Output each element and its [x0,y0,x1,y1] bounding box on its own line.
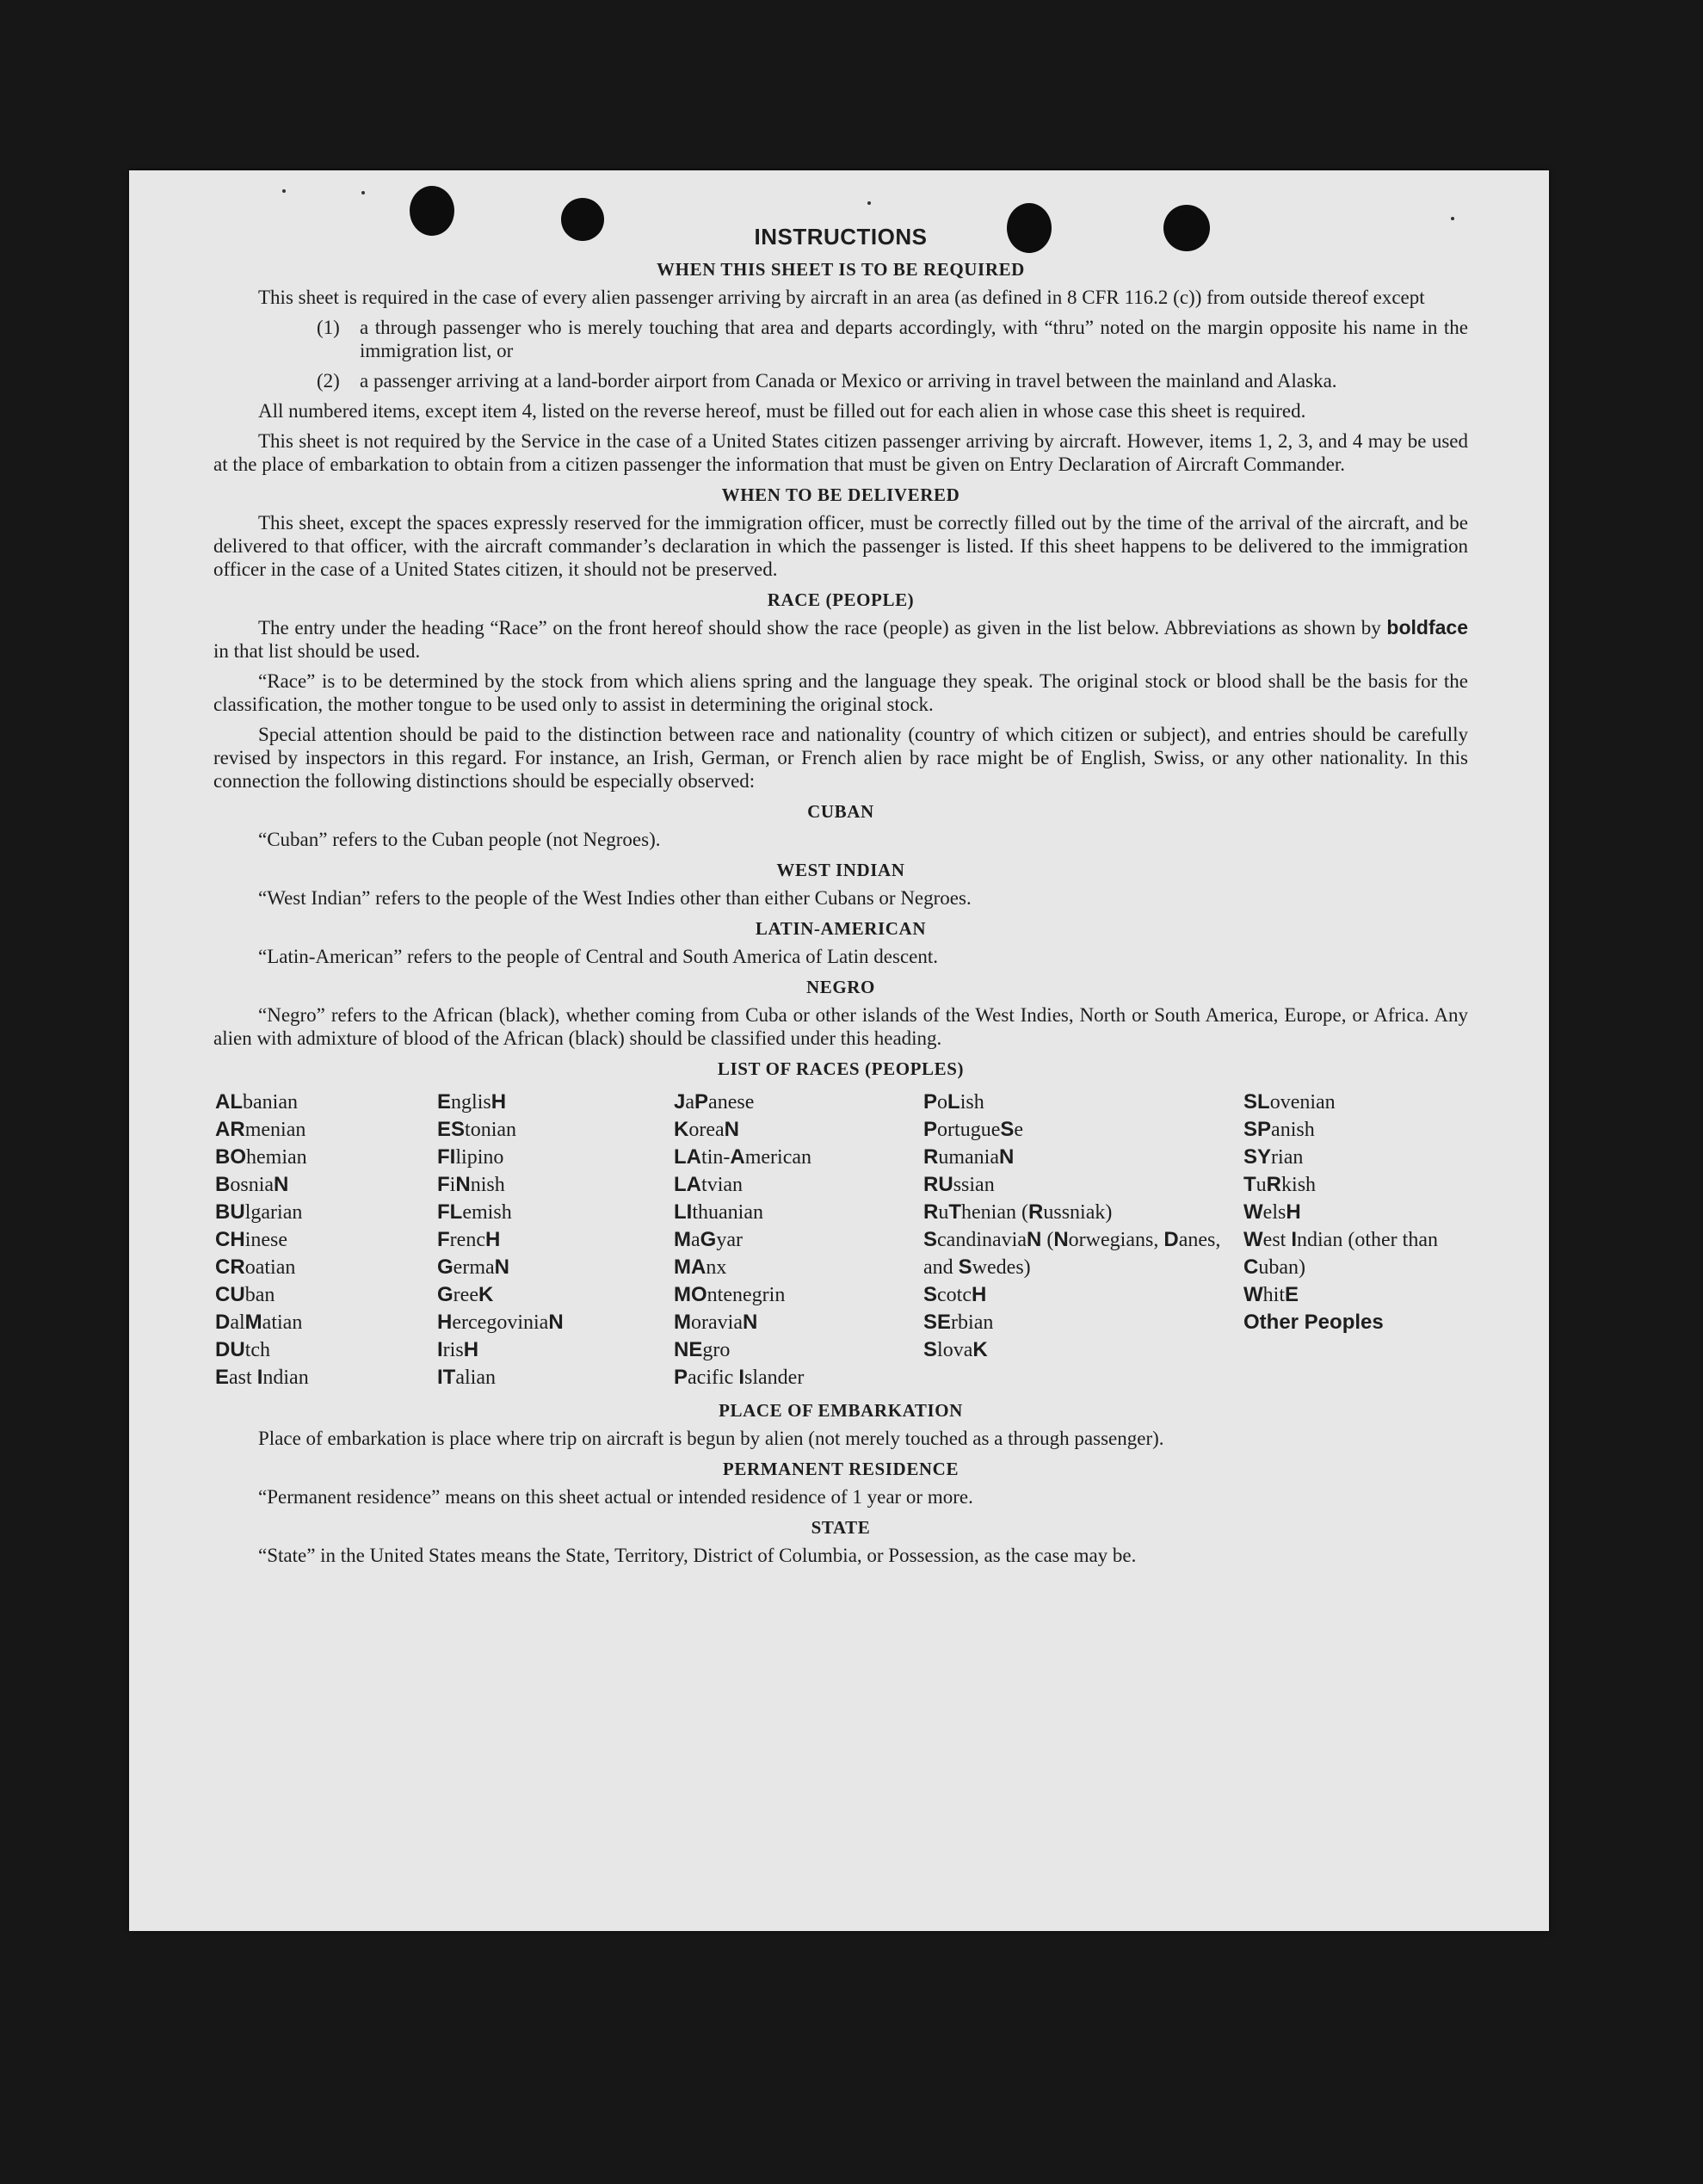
race-entry: EStonian [437,1118,517,1141]
race-entry: KoreaN [674,1118,739,1141]
paragraph [213,616,1468,663]
page-title: INSTRUCTIONS [754,224,928,250]
race-entry: DUtch [215,1338,271,1361]
race-entry: FLemish [437,1200,512,1224]
paragraph: All numbered items, except item 4, listed on the reverse hereof, must be filled out for each alien in whose case this sheet is required. [258,400,1306,422]
race-entry: LIthuanian [674,1200,763,1224]
races-column [1243,1089,1467,1391]
section-heading: WHEN TO BE DELIVERED [721,484,960,505]
race-entry: PortugueSe [923,1118,1024,1141]
race-entry: SLovenian [1243,1090,1336,1114]
race-entry: BOhemian [215,1145,307,1169]
race-entry: BUlgarian [215,1200,303,1224]
race-entry: SYrian [1243,1145,1304,1169]
race-entry: ScandinaviaN (Norwegians, Danes, and Swedes) [923,1228,1221,1279]
race-entry: FIlipino [437,1145,504,1169]
races-list [215,1089,1468,1391]
instructions-content [213,224,1468,1574]
race-entry: FiNnish [437,1173,505,1196]
paper-speck [1451,217,1454,220]
race-entry: EnglisH [437,1090,507,1114]
paragraph: This sheet is not required by the Service in the case of a United States citizen passenger arriving by aircraft. However, items 1, 2, 3, and 4 may be used at the place of embarkation to obtain from a citizen passenger the information that must be given on Entry Declaration of Aircraft Commander. [213,430,1468,475]
race-entry: NEgro [674,1338,731,1361]
text-run: The entry under the heading “Race” on the front hereof should show the race (people) as given in the list below. Abbreviations as shown by [258,617,1387,639]
item-number: (1) [317,317,340,338]
race-entry: LAtvian [674,1173,744,1196]
item-text: a passenger arriving at a land-border airport from Canada or Mexico or arriving in travel between the mainland and Alaska. [360,370,1337,392]
list-item [317,369,1468,392]
race-entry: BosniaN [215,1173,289,1196]
paper-speck [361,191,365,194]
race-entry: ITalian [437,1366,496,1389]
section-heading: RACE (PEOPLE) [767,589,915,610]
races-column [923,1089,1243,1391]
section-heading: WEST INDIAN [776,860,905,880]
section-heading: WHEN THIS SHEET IS TO BE REQUIRED [657,259,1025,280]
race-entry: East Indian [215,1366,309,1389]
paragraph: Special attention should be paid to the distinction between race and nationality (country of which citizen or subject), and entries should be carefully revised by inspectors in this regard. For instance, an Irish, German, or French alien by race might be of English, Swiss, or any other nationality. In this connection the following distinctions should be especially observed: [213,724,1468,792]
race-entry: GermaN [437,1255,509,1279]
race-entry: MAnx [674,1255,727,1279]
race-entry: Pacific Islander [674,1366,805,1389]
race-entry: LAtin-American [674,1145,812,1169]
races-column [674,1089,923,1391]
paragraph: “Negro” refers to the African (black), whether coming from Cuba or other islands of the West Indies, North or South America, Europe, or Africa. Any alien with admixture of blood of the African (black) should be classified under this heading. [213,1004,1468,1049]
section-heading: CUBAN [807,801,874,822]
races-column [215,1089,437,1391]
race-entry: ARmenian [215,1118,306,1141]
paragraph: This sheet is required in the case of every alien passenger arriving by aircraft in an area (as defined in 8 CFR 116.2 (c)) from outside thereof except [258,287,1425,308]
races-column [437,1089,674,1391]
paragraph: “State” in the United States means the State, Territory, District of Columbia, or Possession, as the case may be. [258,1545,1137,1566]
race-entry: RUssian [923,1173,995,1196]
item-text: a through passenger who is merely touching that area and departs accordingly, with “thru” noted on the margin opposite his name in the immigration list, or [360,317,1468,361]
paragraph: This sheet, except the spaces expressly reserved for the immigration officer, must be correctly filled out by the time of the arrival of the aircraft, and be delivered to that officer, with the aircraft commander’s declaration in which the passenger is listed. If this sheet happens to be delivered to the immigration officer in the case of a United States citizen, it should not be preserved. [213,512,1468,580]
race-entry: RumaniaN [923,1145,1015,1169]
race-entry: GreeK [437,1283,494,1306]
race-entry: WelsH [1243,1200,1301,1224]
paragraph: Place of embarkation is place where trip on aircraft is begun by alien (not merely touched as a through passenger). [258,1428,1164,1449]
document-sheet [129,170,1549,1931]
race-entry: WhitE [1243,1283,1299,1306]
race-entry: HercegoviniaN [437,1311,564,1334]
paragraph: “Permanent residence” means on this sheet actual or intended residence of 1 year or more. [258,1486,973,1508]
race-entry: West Indian (other than Cuban) [1243,1228,1438,1279]
race-entry: SPanish [1243,1118,1315,1141]
list-item [317,316,1468,362]
race-entry: JaPanese [674,1090,755,1114]
race-entry: CUban [215,1283,275,1306]
section-heading: PERMANENT RESIDENCE [722,1459,959,1479]
section-heading: LATIN-AMERICAN [755,918,927,939]
race-entry: MoraviaN [674,1311,758,1334]
race-entry: DalMatian [215,1311,303,1334]
race-entry: CRoatian [215,1255,296,1279]
race-entry: TuRkish [1243,1173,1317,1196]
race-entry: MaGyar [674,1228,743,1251]
race-entry: MOntenegrin [674,1283,786,1306]
race-entry: Other Peoples [1243,1311,1384,1334]
race-entry: ALbanian [215,1090,298,1114]
race-entry: FrencH [437,1228,501,1251]
text-run: in that list should be used. [213,640,421,662]
race-entry: RuThenian (Russniak) [923,1200,1113,1224]
section-heading: LIST OF RACES (PEOPLES) [717,1058,965,1079]
boldface-word: boldface [1386,616,1468,639]
paragraph: “Cuban” refers to the Cuban people (not Negroes). [258,829,661,850]
paper-speck [867,201,871,205]
section-heading: PLACE OF EMBARKATION [719,1400,963,1421]
section-heading: NEGRO [805,977,875,997]
paper-speck [282,189,286,193]
race-entry: PoLish [923,1090,984,1114]
section-heading: STATE [811,1517,871,1538]
race-entry: SlovaK [923,1338,988,1361]
race-entry: CHinese [215,1228,288,1251]
item-number: (2) [317,370,340,392]
race-entry: SErbian [923,1311,994,1334]
race-entry: IrisH [437,1338,479,1361]
race-entry: ScotcH [923,1283,987,1306]
paragraph: “West Indian” refers to the people of the West Indies other than either Cubans or Negroes. [258,887,972,909]
paragraph: “Race” is to be determined by the stock from which aliens spring and the language they speak. The original stock or blood shall be the basis for the classification, the mother tongue to be used only to assist in determining the original stock. [213,670,1468,715]
paragraph: “Latin-American” refers to the people of Central and South America of Latin descent. [258,946,938,967]
